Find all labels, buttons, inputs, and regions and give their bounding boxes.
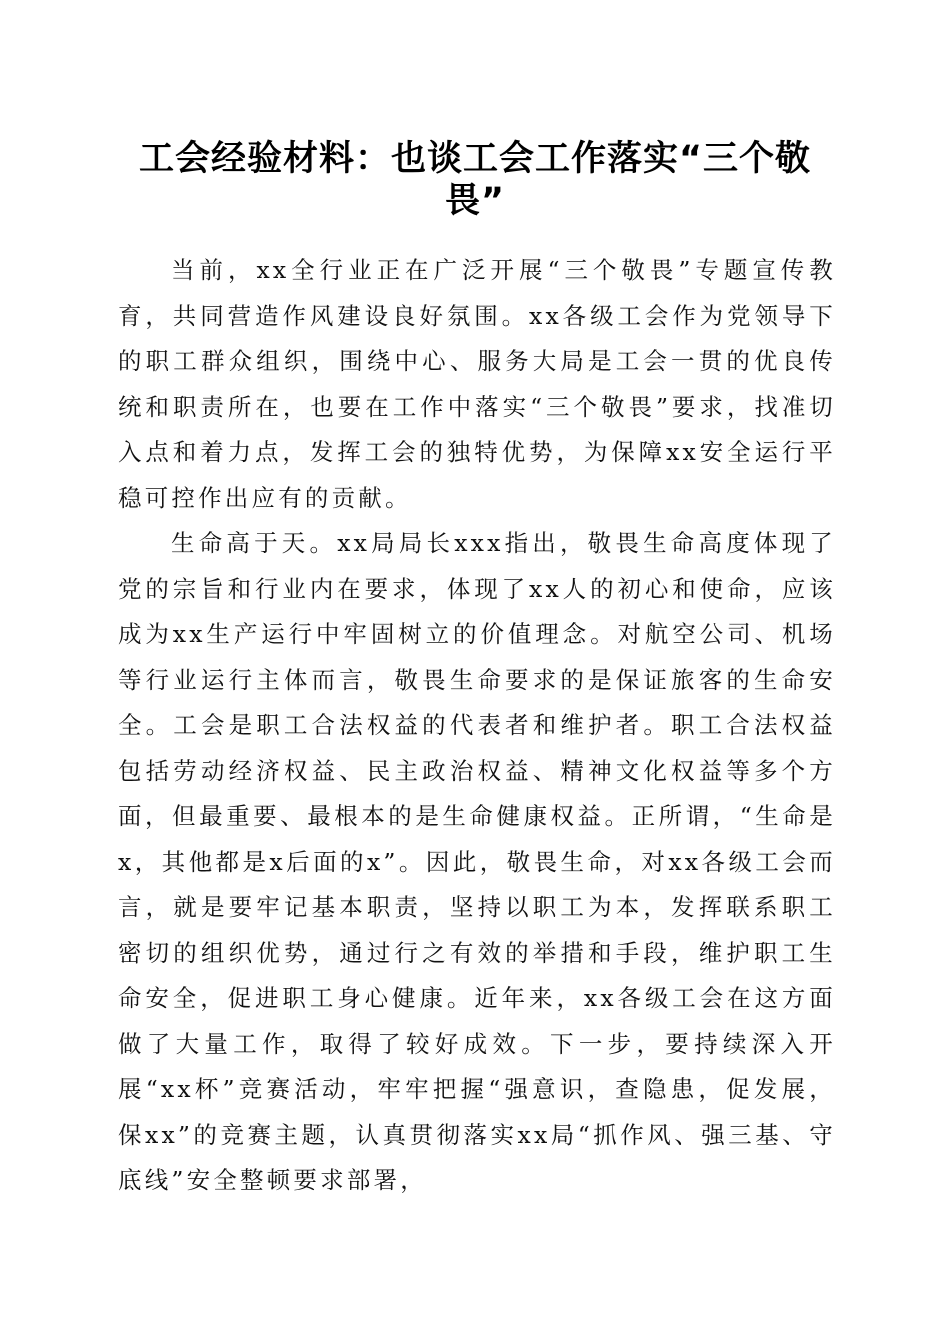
paragraph-2: 生命高于天。xx局局长xxx指出，敬畏生命高度体现了党的宗旨和行业内在要求，体现了xx人的初心和使命，应该成为xx生产运行中牢固树立的价值理念。对航空公司、机场等行业运行主体而言，敬畏生命要求的是保证旅客的生命安全。工会是职工合法权益的代表者和维护者。职工合法权益包括劳动经济权益、民主政治权益、精神文化权益等多个方面，但最重要、最根本的是生命健康权益。正所谓，“生命是x，其他都是x后面的x”。因此，敬畏生命，对xx各级工会而言，就是要牢记基本职责，坚持以职工为本，发挥联系职工密切的组织优势，通过行之有效的举措和手段，维护职工生命安全，促进职工身心健康。近年来，xx各级工会在这方面做了大量工作，取得了较好成效。下一步，要持续深入开展“xx杯”竞赛活动，牢牢把握“强意识，查隐患，促发展，保xx”的竞赛主题，认真贯彻落实xx局“抓作风、强三基、守底线”安全整顿要求部署， bbox=[118, 529, 836, 1194]
paragraph-1: 当前，xx全行业正在广泛开展“三个敬畏”专题宣传教育，共同营造作风建设良好氛围。xx各级工会作为党领导下的职工群众组织，围绕中心、服务大局是工会一贯的优良传统和职责所在，也要在工作中落实“三个敬畏”要求，找准切入点和着力点，发挥工会的独特优势，为保障xx安全运行平稳可控作出应有的贡献。 bbox=[118, 256, 836, 512]
document-body bbox=[118, 248, 836, 1204]
document-title: 工会经验材料：也谈工会工作落实“三个敬畏” bbox=[138, 139, 811, 221]
